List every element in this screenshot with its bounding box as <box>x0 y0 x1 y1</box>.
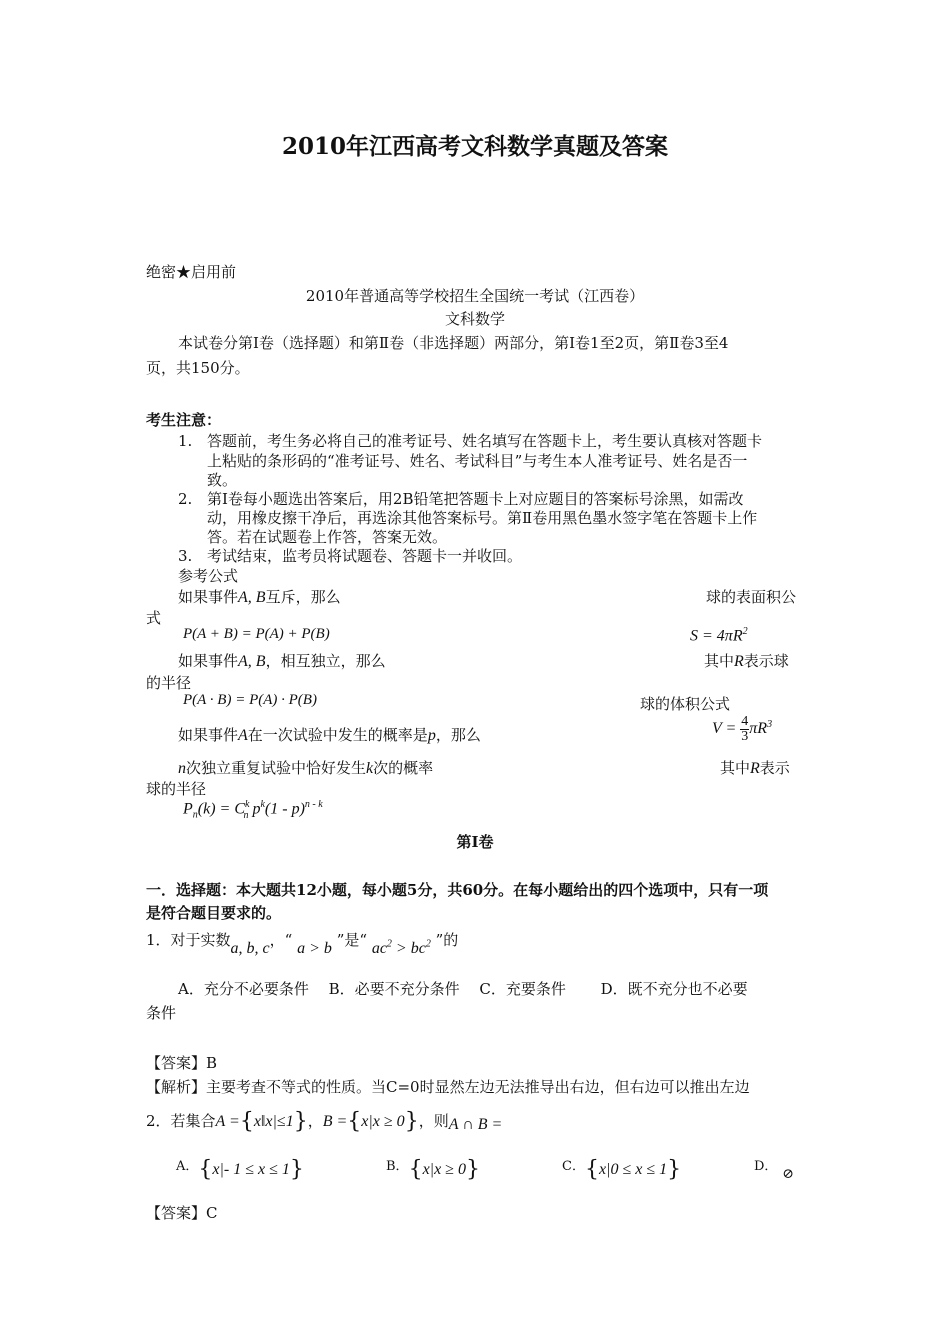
product-rule-formula: P(A · B) = P(A) · P(B) <box>183 692 317 708</box>
sphere-volume-formula: V = $\frac{4}{3}$ $\pi R^3$ <box>712 714 773 744</box>
question-2-option-c: C．{x|0 ≤ x ≤ 1} <box>562 1157 682 1182</box>
mutex-condition: 如果事件A, B互斥，那么 <box>178 588 341 606</box>
notice-item-line: 第Ⅰ卷每小题选出答案后，用2B铅笔把答题卡上对应题目的答案标号涂黑，如需改 <box>207 490 744 508</box>
question-2-option-d: D． ⊘ <box>754 1159 794 1182</box>
notice-item-line: 答题前，考生务必将自己的准考证号、姓名填写在答题卡上，考生要认真核对答题卡 <box>207 432 763 450</box>
question-1-options-cont: 条件 <box>146 1004 177 1022</box>
question-2-option-a: A．{x|- 1 ≤ x ≤ 1} <box>176 1157 304 1182</box>
notice-item-line: 考试结束，监考员将试题卷、答题卡一并收回。 <box>207 547 523 565</box>
notice-item-number: 2. <box>178 490 193 508</box>
sphere-volume-label: 球的体积公式 <box>640 695 731 713</box>
trials-condition: n次独立重复试验中恰好发生k次的概率 <box>178 759 434 777</box>
notice-item-number: 3. <box>178 547 193 565</box>
volume-fraction: $\frac{4}{3}$ <box>741 714 749 744</box>
page-title: 2010年江西高考文科数学真题及答案 <box>281 133 668 160</box>
secret-label: 绝密★启用前 <box>146 263 237 281</box>
sphere-area-label-cont: 式 <box>146 609 162 627</box>
question-2-answer: 【答案】C <box>146 1204 218 1222</box>
radius-note-2: 其中R表示 <box>720 759 790 777</box>
exam-name: 2010年普通高等学校招生全国统一考试（江西卷） <box>305 287 645 305</box>
probability-condition: 如果事件A在一次试验中发生的概率是p，那么 <box>178 726 481 744</box>
question-1-answer: 【答案】B <box>146 1054 218 1072</box>
notice-item-line: 上粘贴的条形码的“准考证号、姓名、考试科目”与考生本人准考证号、姓名是否一 <box>207 452 748 470</box>
section-heading: 第Ⅰ卷 <box>456 833 494 851</box>
question-1-options: A．充分不必要条件 B．必要不充分条件 C．充要条件 D．既不充分也不必要 <box>178 980 748 998</box>
radius-note: 其中R表示球 <box>704 652 789 670</box>
sum-rule-formula: P(A + B) = P(A) + P(B) <box>183 626 330 642</box>
radius-note-cont: 的半径 <box>146 674 192 692</box>
section-instructions: 一．选择题：本大题共12小题，每小题5分，共60分。在每小题给出的四个选项中，只有一项 <box>146 881 769 899</box>
sphere-area-label: 球的表面积公 <box>706 588 797 606</box>
independence-condition: 如果事件A, B，相互独立，那么 <box>178 652 386 670</box>
notice-item-line: 答。若在试题卷上作答，答案无效。 <box>207 528 448 546</box>
question-2-stem: 2．若集合A ={x‖x|≤1}，B ={x|x ≥ 0}，则A ∩ B = <box>146 1109 503 1134</box>
subject-label: 文科数学 <box>444 310 505 328</box>
section-instructions-cont: 是符合题目要求的。 <box>146 904 282 922</box>
question-1-stem: 1．对于实数a, b, c，“ a > b ”是“ $ac^2 > bc^2$ ”的 <box>146 931 459 957</box>
radius-note-2-cont: 球的半径 <box>146 780 207 798</box>
binomial-formula: $P_n(k) = C^k_n$ $p^k(1 - p)^{n - k}$ <box>183 799 323 821</box>
question-1-analysis: 【解析】主要考查不等式的性质。当C=0时显然左边无法推导出右边，但右边可以推出左边 <box>146 1078 750 1096</box>
notice-item-line: 致。 <box>207 471 238 489</box>
notice-item-number: 1. <box>178 432 193 450</box>
notice-item-line: 动，用橡皮擦干净后，再选涂其他答案标号。第Ⅱ卷用黑色墨水签字笔在答题卡上作 <box>207 509 758 527</box>
intro-line-1: 本试卷分第Ⅰ卷（选择题）和第Ⅱ卷（非选择题）两部分，第Ⅰ卷1至2页，第Ⅱ卷3至4 <box>178 334 729 352</box>
formulas-heading: 参考公式 <box>178 567 239 585</box>
question-2-option-b: B．{x|x ≥ 0} <box>386 1157 480 1182</box>
sphere-area-formula: $S = 4\pi R^2$ <box>690 626 748 645</box>
empty-set-icon: ⊘ <box>782 1166 794 1182</box>
intro-line-2: 页，共150分。 <box>146 359 250 377</box>
notice-heading: 考生注意： <box>146 411 222 429</box>
